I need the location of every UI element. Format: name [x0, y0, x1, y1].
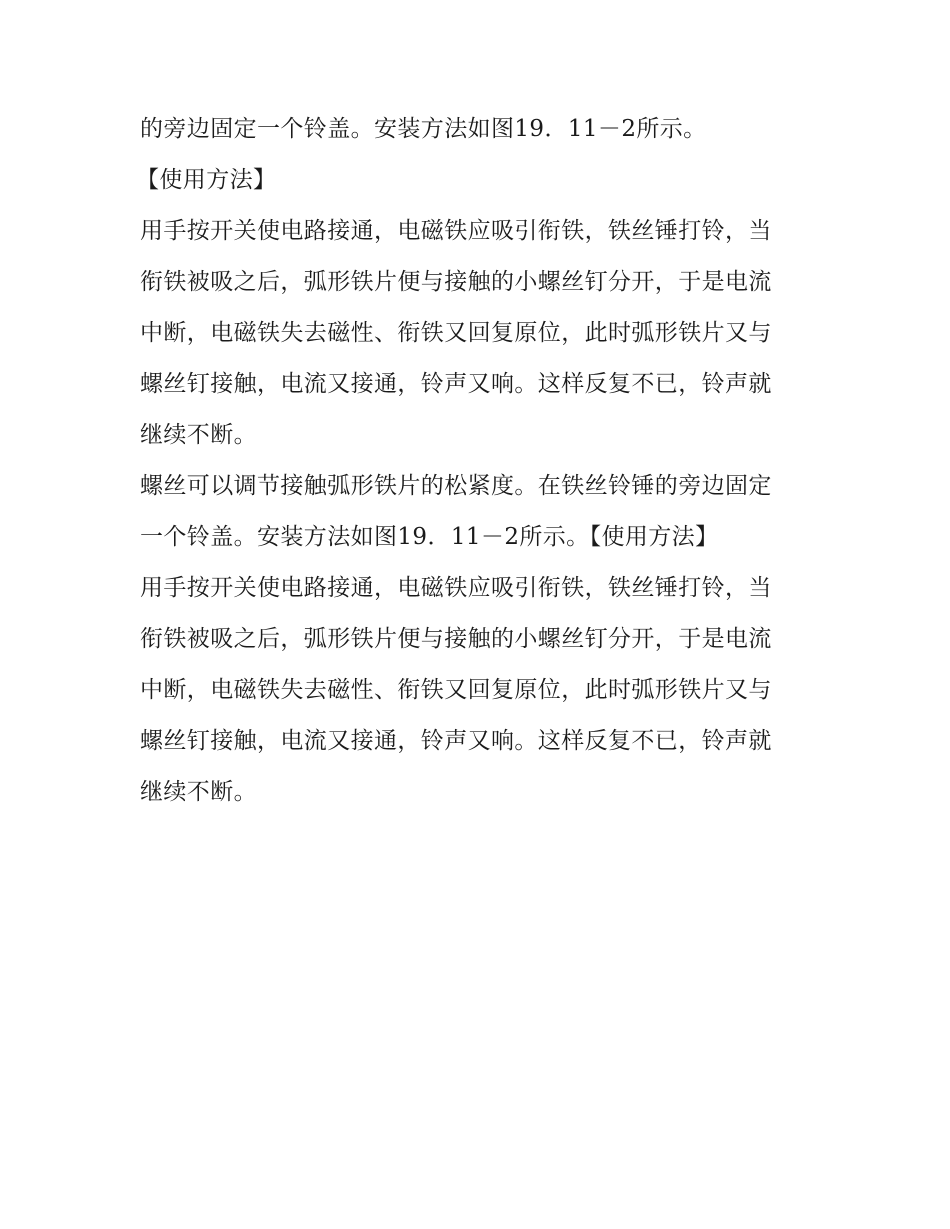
text-line-7: 继续不断。 [140, 422, 257, 448]
text-line-5: 中断，电磁铁失去磁性、衔铁又回复原位，此时弧形铁片又与 [140, 320, 772, 346]
text-line-9: 一个铃盖。安装方法如图19．11－2所示。【使用方法】 [140, 524, 719, 550]
text-line-13: 螺丝钉接触，电流又接通，铃声又响。这样反复不已，铃声就 [140, 728, 772, 754]
text-line-14: 继续不断。 [140, 779, 257, 805]
text-line-6: 螺丝钉接触，电流又接通，铃声又响。这样反复不已，铃声就 [140, 371, 772, 397]
text-line-4: 衔铁被吸之后，弧形铁片便与接触的小螺丝钉分开，于是电流 [140, 269, 772, 295]
text-line-12: 中断，电磁铁失去磁性、衔铁又回复原位，此时弧形铁片又与 [140, 677, 772, 703]
section-heading-usage: 【使用方法】 [136, 167, 277, 193]
text-line-10: 用手按开关使电路接通，电磁铁应吸引衔铁，铁丝锤打铃，当 [140, 575, 772, 601]
text-line-11: 衔铁被吸之后，弧形铁片便与接触的小螺丝钉分开，于是电流 [140, 626, 772, 652]
body-text [136, 104, 820, 818]
text-line-3: 用手按开关使电路接通，电磁铁应吸引衔铁，铁丝锤打铃，当 [140, 218, 772, 244]
text-line-8: 螺丝可以调节接触弧形铁片的松紧度。在铁丝铃锤的旁边固定 [140, 473, 772, 499]
text-line-1: 的旁边固定一个铃盖。安装方法如图19．11－2所示。 [140, 116, 707, 142]
